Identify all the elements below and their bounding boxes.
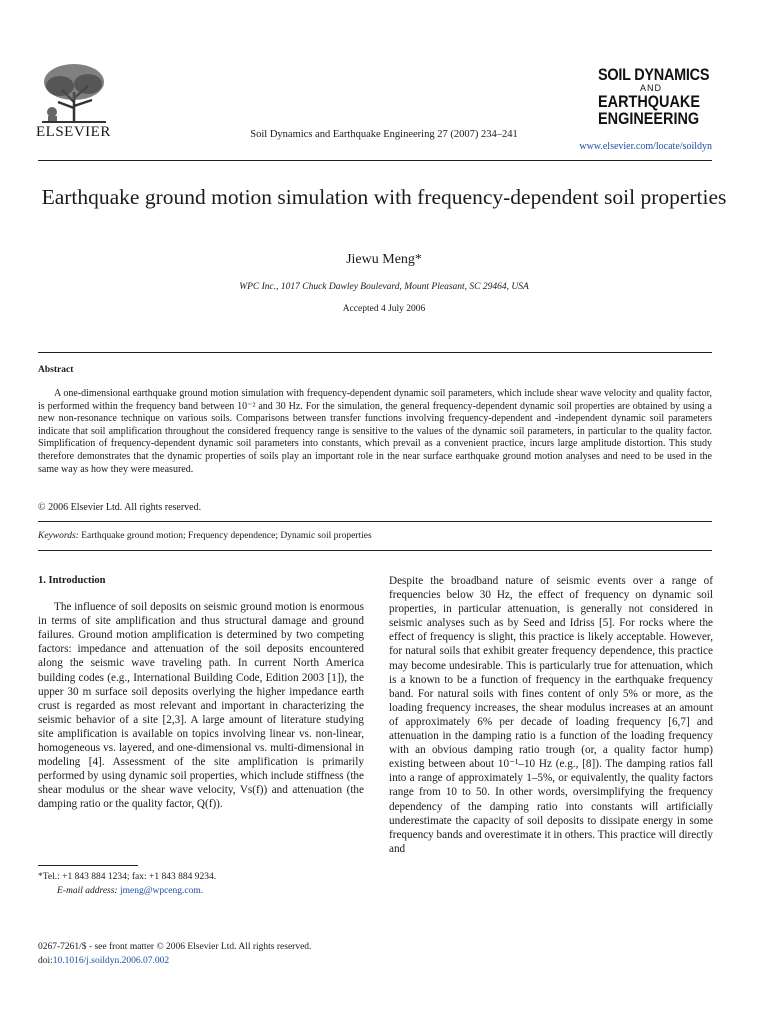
footnote-divider <box>38 865 138 866</box>
doi-label: doi: <box>38 956 53 966</box>
keywords-divider <box>38 521 712 522</box>
publisher-name: ELSEVIER <box>36 124 111 140</box>
issn-line: 0267-7261/$ - see front matter © 2006 Elsevier Ltd. All rights reserved. <box>38 942 312 952</box>
elsevier-tree-logo <box>38 62 110 124</box>
doi-link[interactable]: 10.1016/j.soildyn.2006.07.002 <box>52 956 170 966</box>
footnote-email-line <box>57 886 203 896</box>
brand-line: ENGINEERING <box>598 109 700 128</box>
article-title: Earthquake ground motion simulation with frequency-dependent soil properties <box>41 185 727 209</box>
header-divider <box>38 160 712 161</box>
brand-line: AND <box>640 83 663 93</box>
email-label: E-mail address: <box>57 886 118 896</box>
intro-paragraph-left: The influence of soil deposits on seismic ground motion is enormous in terms of site amplification and thus structural damage and ground failures. Ground motion amplification is determined by two competing factors: impedance and attenuation of the soil deposits encountered along the seismic wave traveling path. In current North America building codes (e.g., International Building Code, Edition 2003 [1]), the upper 30 m surface soil deposits overlying the higher impedance earth crust is regarded as most relevant and important in characterizing the seismic behavior of a site [2,3]. A large amount of literature studying site amplification is available on topics involving linear vs. non-linear, homogeneous vs. layered, and one-dimensional vs. multi-dimensional in modeling [4]. Assessment of the site amplification is primarily performed by using dynamic soil properties, which include stiffness (the shear modulus or the shear wave velocity, Vs(f)) and attenuation (the damping ratio or the quality factor, Q(f)). <box>38 601 364 811</box>
intro-paragraph-right: Despite the broadband nature of seismic events over a range of frequencies below 30 Hz, the effect of frequency on dynamic soil properties, in particular attenuation, is generally not considered in seismic analyses such as by Seed and Idriss [5]. For rocks where the effect of frequency is slight, this practice is likely acceptable. However, for natural soils that exhibit greater frequency dependence, this practice may become undesirable. This is particularly true for attenuation, which is a known to be a function of frequency in the earthquake frequency band. For natural soils with fines content of only 5% or more, as the loading frequency increases, the shear modulus increases at an amount of approximately 6% per decade of loading frequency [6,7] and attenuation in the damping ratio is a function of the loading frequency with an obvious damping ratio trough (or, a quality factor hump) existing between about 10⁻¹–10 Hz (e.g., [8]). The damping ratios fall into a range of approximately 1–5%, or equivalently, the quality factors range from 10 to 50. In other words, oversimplifying the frequency dependency of the damping ratio into constants will artificially underestimate the capacity of soil deposits to dissipate energy in some frequency bands and overestimate it in others. This practice will directly and <box>389 575 713 855</box>
body-column-right <box>389 574 713 856</box>
footnote-contact: *Tel.: +1 843 884 1234; fax: +1 843 884 9234. <box>38 872 217 882</box>
author-affiliation: WPC Inc., 1017 Chuck Dawley Boulevard, Mount Pleasant, SC 29464, USA <box>239 282 529 292</box>
journal-brand <box>598 66 726 127</box>
brand-line: SOIL DYNAMICS <box>598 65 710 84</box>
doi-line <box>38 956 169 966</box>
email-link[interactable]: jmeng@wpceng.com. <box>119 886 204 896</box>
body-divider <box>38 550 712 551</box>
brand-line: EARTHQUAKE <box>598 92 700 111</box>
keywords-label: Keywords: <box>38 531 79 541</box>
journal-citation: Soil Dynamics and Earthquake Engineering 27 (2007) 234–241 <box>250 129 518 140</box>
abstract-text: A one-dimensional earthquake ground motion simulation with frequency-dependent dynamic soil parameters, which include shear wave velocity and quality factor, is performed within the frequency band between 10⁻² and 30 Hz. For the simulation, the general frequency-dependent dynamic soil properties are obtained by using a new non-resonance technique on various soils. Comparisons between transfer functions involving frequency-dependent and -independent dynamic soil parameters indicate that soil amplification throughout the considered frequency range is sensitive to the values of the dynamic soil parameters, in particular to the quality factor. Simplification of frequency-dependent dynamic soil parameters into constants, which prevail as a convenient practice, incurs large amplitude distortion. This study therefore demonstrates that the dynamic properties of soils play an important role in the near surface earthquake ground motion analyses and need to be used in the same way as how they were measured. <box>38 388 712 475</box>
abstract-heading: Abstract <box>38 365 74 375</box>
author-name: Jiewu Meng* <box>346 252 422 267</box>
abstract-top-divider <box>38 352 712 353</box>
keywords-line <box>38 531 372 541</box>
section-heading: 1. Introduction <box>38 575 106 586</box>
body-column-left <box>38 574 364 812</box>
abstract-copyright: © 2006 Elsevier Ltd. All rights reserved. <box>38 502 202 513</box>
accepted-date: Accepted 4 July 2006 <box>342 304 426 314</box>
keywords-list: Earthquake ground motion; Frequency dependence; Dynamic soil properties <box>81 531 372 541</box>
journal-url-link[interactable]: www.elsevier.com/locate/soildyn <box>579 141 712 152</box>
